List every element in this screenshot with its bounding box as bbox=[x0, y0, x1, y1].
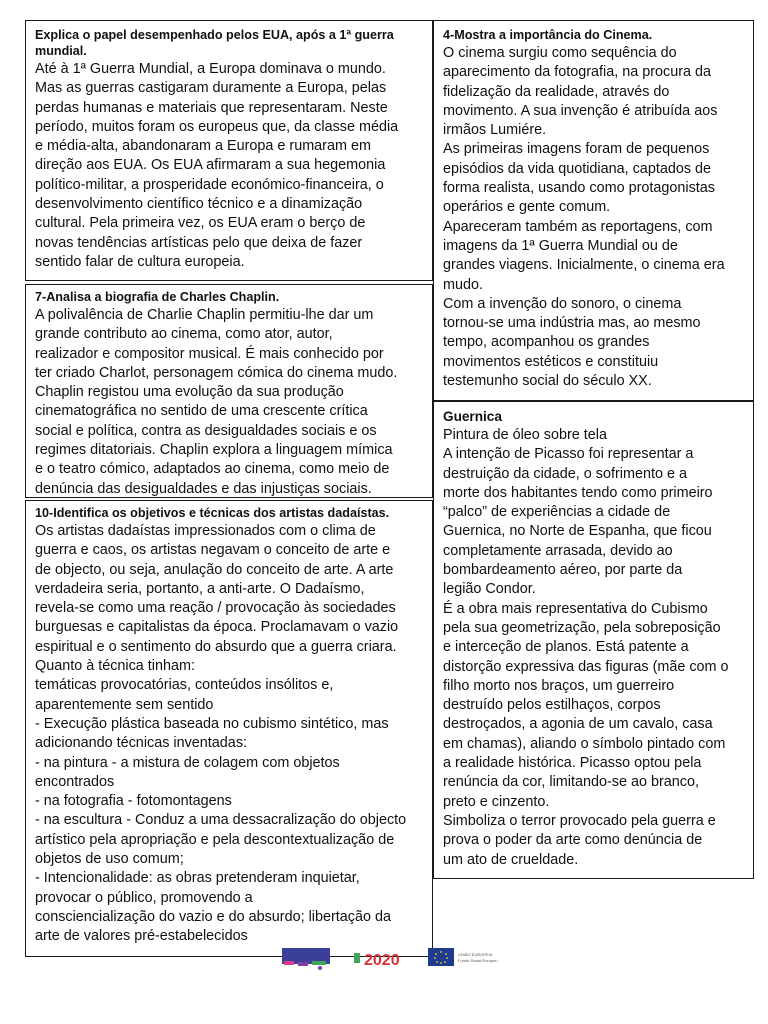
answer-line: Com a invenção do sonoro, o cinema bbox=[443, 295, 682, 312]
eu-caption-1: UNIÃO EUROPEIA bbox=[458, 952, 493, 957]
answer-line: fidelização da realidade, através do bbox=[443, 83, 670, 100]
answer-line: arte de valores pré-estabelecidos bbox=[35, 928, 248, 945]
answer-line: filho morto nos braços, um guerreiro bbox=[443, 677, 675, 694]
eu-flag-logo bbox=[428, 948, 498, 966]
answer-line: destruição da cidade, o sofrimento e a bbox=[443, 465, 687, 482]
answer-line: social e política, contra as desigualdades sociais e os bbox=[35, 422, 377, 439]
answer-line: - na escultura - Conduz a uma dessacralização do objecto bbox=[35, 812, 407, 829]
answer-line: direção aos EUA. Os EUA afirmaram a sua hegemonia bbox=[35, 157, 386, 174]
answer-line: Simboliza o terror provocado pela guerra e bbox=[443, 812, 716, 829]
answer-line: denúncia das desigualdades e das injustiças sociais. bbox=[35, 480, 372, 497]
answer-line: morte dos habitantes tendo como primeiro bbox=[443, 484, 713, 501]
answer-line: destroçados, a agonia de um cavalo, casa bbox=[443, 716, 713, 733]
answer-line: renúncia da cor, limitando-se ao branco, bbox=[443, 774, 699, 791]
answer-line: cultural. Pela primeira vez, os EUA eram o berço de bbox=[35, 215, 366, 232]
answer-line: movimentos estéticos e constituiu bbox=[443, 353, 659, 370]
answer-line: guerra e caos, os artistas negavam o conceito de arte e bbox=[35, 542, 391, 559]
answer-line: As primeiras imagens foram de pequenos bbox=[443, 141, 710, 158]
answer-line: cinematográfica no sentido de uma crescente crítica bbox=[35, 403, 368, 420]
answer-line: Mas as guerras castigaram duramente a Europa, pelas bbox=[35, 80, 387, 97]
answer-line: de objecto, ou seja, anulação do conceito de arte. A arte bbox=[35, 561, 394, 578]
answer-line: sentido falar de cultura europeia. bbox=[35, 253, 245, 270]
answer-line: O cinema surgiu como sequência do bbox=[443, 45, 677, 61]
answer-line: imagens da 1ª Guerra Mundial ou de bbox=[443, 237, 678, 254]
answer-line: perdas humanas e materiais que representaram. Neste bbox=[35, 99, 388, 116]
answer-line: e interceção de planos. Está patente a bbox=[443, 639, 689, 656]
answer-line: aparentemente sem sentido bbox=[35, 696, 214, 713]
answer-line: a realidade histórica. Picasso optou pela bbox=[443, 755, 702, 772]
question-cinema-answer bbox=[443, 44, 747, 391]
answer-line: desenvolvimento científico técnico e a dinamização bbox=[35, 196, 363, 213]
answer-line: Os artistas dadaístas impressionados com o clima de bbox=[35, 523, 376, 539]
answer-line: episódios da vida quotidiana, captados de bbox=[443, 160, 712, 177]
answer-line: grande contributo ao cinema, como ator, autor, bbox=[35, 326, 333, 343]
answer-line: novas tendências artísticas pelo que deixa de fazer bbox=[35, 234, 363, 251]
answer-line: e média-alta, abandonaram a Europa e rumaram em bbox=[35, 138, 371, 155]
question-guernica-box bbox=[433, 401, 754, 879]
answer-line: artístico pela apropriação e pela descontextualização de bbox=[35, 831, 395, 848]
poch-logo bbox=[282, 948, 330, 970]
answer-line: movimento. A sua invenção é atribuída aos bbox=[443, 102, 718, 119]
answer-line: político-militar, a prosperidade económico-financeira, o bbox=[35, 176, 384, 193]
answer-line: provocar o público, promovendo a bbox=[35, 889, 253, 906]
answer-line: completamente arrasada, devido ao bbox=[443, 542, 673, 559]
answer-line: - na pintura - a mistura de colagem com objetos bbox=[35, 754, 340, 771]
answer-line: tornou-se uma indústria mas, ao mesmo bbox=[443, 315, 701, 332]
eu-caption-2: Fundo Social Europeu bbox=[458, 958, 498, 963]
question-dada-title: 10-Identifica os objetivos e técnicas dos artistas dadaístas. bbox=[35, 506, 390, 520]
question-dada-answer bbox=[35, 522, 426, 947]
answer-line: bombardeamento aéreo, por parte da bbox=[443, 562, 683, 579]
portugal-2020-logo bbox=[354, 952, 400, 969]
question-dada-box bbox=[25, 500, 433, 957]
answer-line: pela sua geometrização, pela sobreposição bbox=[443, 619, 721, 636]
answer-line: realizador e compositor musical. É mais conhecido por bbox=[35, 345, 384, 362]
answer-line: distorção expressiva das figuras (mãe com o bbox=[443, 658, 729, 675]
answer-line: Até à 1ª Guerra Mundial, a Europa dominava o mundo. bbox=[35, 61, 386, 77]
answer-line: adicionando técnicas inventadas: bbox=[35, 735, 248, 752]
answer-line: temáticas provocatórias, conteúdos insólitos e, bbox=[35, 677, 334, 694]
answer-line: Chaplin registou uma evolução da sua produção bbox=[35, 384, 344, 401]
answer-line: verdadeira seria, portanto, a anti-arte. O Dadaísmo, bbox=[35, 580, 365, 597]
answer-line: A polivalência de Charlie Chaplin permitiu-lhe dar um bbox=[35, 307, 374, 323]
answer-line: regimes ditatoriais. Chaplin explora a linguagem mímica bbox=[35, 442, 393, 459]
question-guernica-title: Guernica bbox=[443, 409, 502, 424]
answer-line: legião Condor. bbox=[443, 581, 536, 598]
answer-line: É a obra mais representativa do Cubismo bbox=[443, 600, 708, 617]
answer-line: - Intencionalidade: as obras pretenderam inquietar, bbox=[35, 870, 360, 887]
answer-line: consciencialização do vazio e do absurdo; libertação da bbox=[35, 908, 391, 925]
answer-line: irmãos Lumiére. bbox=[443, 122, 547, 139]
answer-line: burguesas e capitalistas da época. Proclamavam o vazio bbox=[35, 619, 399, 636]
answer-line: um ato de crueldade. bbox=[443, 851, 579, 868]
footer-logos bbox=[280, 948, 510, 972]
question-guernica-answer bbox=[443, 426, 747, 870]
answer-line: aparecimento da fotografia, na procura da bbox=[443, 64, 711, 81]
question-eua-answer bbox=[35, 60, 426, 272]
answer-line: encontrados bbox=[35, 773, 115, 790]
answer-line: objetos de uso comum; bbox=[35, 851, 184, 868]
question-cinema-box bbox=[433, 20, 754, 401]
answer-line: destruído pelos estilhaços, corpos bbox=[443, 697, 661, 714]
answer-line: preto e cinzento. bbox=[443, 793, 550, 810]
answer-line: testemunho social do século XX. bbox=[443, 373, 652, 390]
answer-line: - Execução plástica baseada no cubismo sintético, mas bbox=[35, 715, 389, 732]
answer-line: período, muitos foram os europeus que, da classe média bbox=[35, 118, 399, 135]
answer-line: forma realista, usando como protagonistas bbox=[443, 180, 715, 197]
answer-line: espiritual e o sentimento do absurdo que a guerra criara. bbox=[35, 638, 397, 655]
question-chaplin-answer bbox=[35, 306, 426, 498]
question-chaplin-box bbox=[25, 284, 433, 498]
answer-line: - na fotografia - fotomontagens bbox=[35, 793, 232, 810]
question-chaplin-title: 7-Analisa a biografia de Charles Chaplin. bbox=[35, 290, 280, 304]
question-cinema-title: 4-Mostra a importância do Cinema. bbox=[443, 28, 653, 42]
answer-line: tempo, acompanhou os grandes bbox=[443, 334, 650, 351]
question-eua-box bbox=[25, 20, 433, 281]
answer-line: prova o poder da arte como denúncia de bbox=[443, 832, 703, 849]
answer-line: Quanto à técnica tinham: bbox=[35, 658, 195, 675]
answer-line: Pintura de óleo sobre tela bbox=[443, 427, 608, 443]
answer-line: revela-se como uma reação / provocação às sociedades bbox=[35, 600, 396, 617]
answer-line: mudo. bbox=[443, 276, 483, 293]
answer-line: e o teatro cómico, adaptados ao cinema, como meio de bbox=[35, 461, 390, 478]
question-eua-title: Explica o papel desempenhado pelos EUA, após a 1ª guerra mundial. bbox=[35, 28, 394, 58]
answer-line: grandes viagens. Inicialmente, o cinema era bbox=[443, 257, 725, 274]
answer-line: em chamas), aliando o símbolo pintado com bbox=[443, 735, 726, 752]
logo-2020-text: 2020 bbox=[364, 952, 400, 969]
answer-line: operários e gente comum. bbox=[443, 199, 611, 216]
answer-line: “palco” de experiências a cidade de bbox=[443, 504, 671, 521]
answer-line: Guernica, no Norte de Espanha, que ficou bbox=[443, 523, 712, 540]
answer-line: ter criado Charlot, personagem cómica do cinema mudo. bbox=[35, 364, 398, 381]
answer-line: Apareceram também as reportagens, com bbox=[443, 218, 713, 235]
answer-line: A intenção de Picasso foi representar a bbox=[443, 446, 694, 463]
